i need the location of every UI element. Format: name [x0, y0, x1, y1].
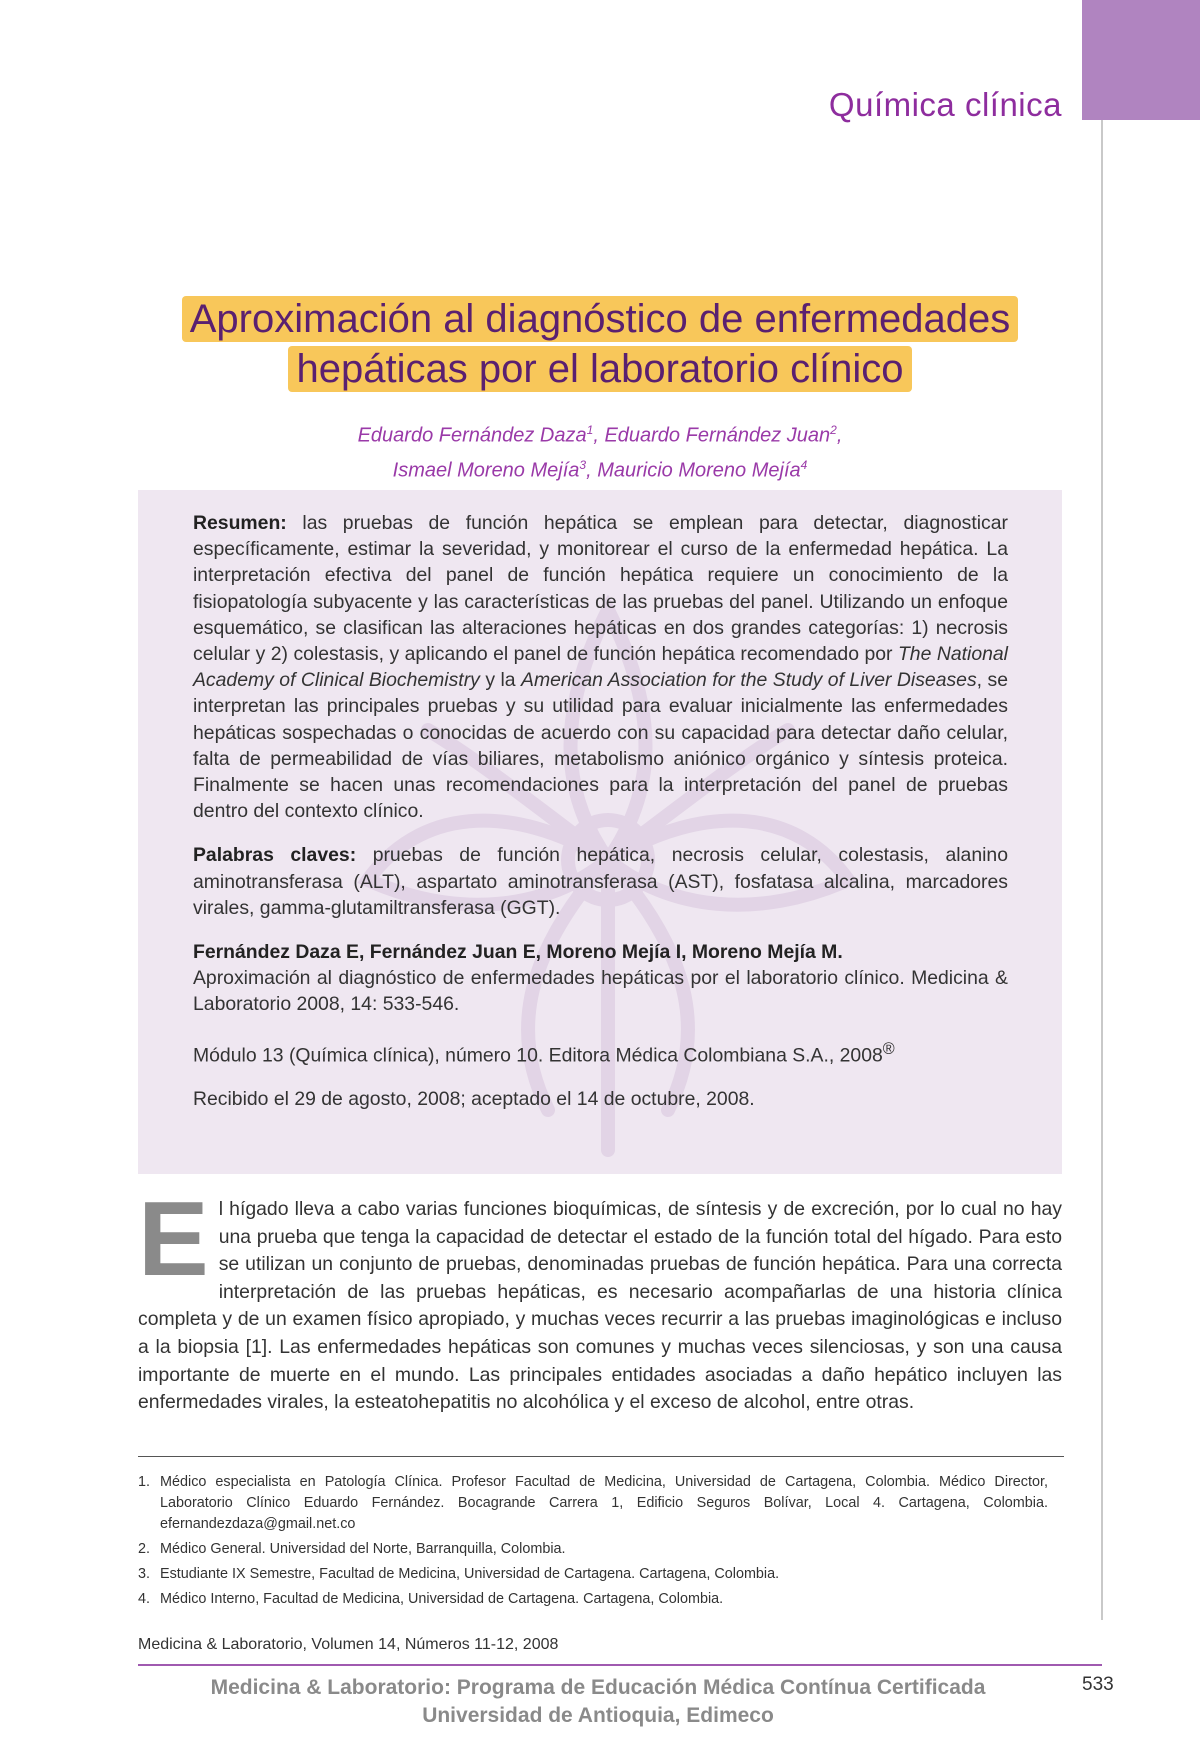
abstract-text-1: las pruebas de función hepática se emplean para detectar, diagnosticar específicamente, estimar la severidad, y monitorear el curso de la enfermedad hepática. La interpretación efectiva del panel de función hepática requiere un conocimiento de la fisiopatología subyacente y las características de las pruebas del panel. Utilizando un enfoque esquemático, se clasifican las alteraciones hepáticas en dos grandes categorías: 1) necrosis celular y 2) colestasis, y aplicando el panel de función hepática recomendado por [193, 512, 1008, 666]
module-text: Módulo 13 (Química clínica), número 10. Editora Médica Colombiana S.A., 2008 [193, 1044, 883, 1067]
body-text [138, 1180, 1062, 1417]
author-1-sup: 1 [586, 423, 594, 437]
side-rule [1101, 120, 1103, 1620]
author-4: Mauricio Moreno Mejía [597, 459, 801, 482]
author-4-sup: 4 [800, 457, 808, 472]
footnote-item [138, 1589, 1048, 1610]
footnote-number: 1. [138, 1474, 151, 1490]
footer-rule [138, 1664, 1102, 1666]
author-2: Eduardo Fernández Juan [604, 424, 831, 447]
journal-line: Medicina & Laboratorio, Volumen 14, Números 11-12, 2008 [138, 1636, 559, 1653]
registered-mark: ® [882, 1039, 895, 1058]
footnote-rule [138, 1456, 1064, 1457]
abstract-paragraph [193, 510, 1008, 824]
keywords-label: Palabras claves: [193, 844, 357, 867]
keywords-text: pruebas de función hepática, necrosis celular, colestasis, alanino aminotransferasa (ALT), aspartato aminotransferasa (AST), fosfatasa alcalina, marcadores virales, gamma-glutamiltransferasa (GGT). [193, 844, 1008, 919]
footnote-text: Médico especialista en Patología Clínica. Profesor Facultad de Medicina, Universidad de Cartagena, Colombia. Médico Director, Laboratorio Clínico Eduardo Fernández. Bocagrande Carrera 1, Edificio Seguros Bolívar, Local 4. Cartagena, Colombia. efernandezdaza@gmail.net.co [160, 1474, 1048, 1532]
abstract-text-3: , se interpretan las principales pruebas y su utilidad para evaluar inicialmente las enfermedades hepáticas sospechadas o conocidas de acuerdo con su capacidad para detectar daño celular, falta de permeabilidad de vías biliares, metabolismo aniónico orgánico y síntesis proteica. Finalmente se hacen unas recomendaciones para la interpretación del panel de pruebas dentro del contexto clínico. [193, 669, 1008, 823]
footer-line-1: Medicina & Laboratorio: Programa de Educación Médica Contínua Certificada [210, 1676, 986, 1699]
body-paragraph: l hígado lleva a cabo varias funciones bioquímicas, de síntesis y de excreción, por lo cual no hay una prueba que tenga la capacidad de detectar el estado de la función total del hígado. Para esto se utilizan un conjunto de pruebas, denominadas pruebas de función hepática. Para una correcta interpretación de las pruebas hepáticas, es necesario acompañarlas de una historia clínica completa y de un examen físico apropiado, y muchas veces recurrir a las pruebas imaginológicas e incluso a la biopsia [1]. Las enfermedades hepáticas son comunes y muchas veces silenciosas, y son una causa importante de muerte en el mundo. Las principales entidades asociadas a daño hepático incluyen las enfermedades virales, la esteatohepatitis no alcohólica y el exceso de alcohol, entre otras. [138, 1198, 1062, 1414]
section-label: Química clínica [828, 86, 1062, 123]
citation-paragraph [193, 939, 1008, 1018]
footnote-text: Médico Interno, Facultad de Medicina, Universidad de Cartagena. Cartagena, Colombia. [160, 1591, 724, 1607]
footnote-text: Médico General. Universidad del Norte, Barranquilla, Colombia. [160, 1541, 566, 1557]
footer [138, 1674, 1058, 1730]
article-title [100, 296, 1100, 396]
footnote-number: 4. [138, 1591, 151, 1607]
footer-line-2: Universidad de Antioquia, Edimeco [422, 1704, 774, 1727]
author-3: Ismael Moreno Mejía [392, 459, 580, 482]
author-1: Eduardo Fernández Daza [357, 424, 587, 447]
author-3-sup: 3 [579, 457, 587, 472]
module-paragraph [193, 1036, 1008, 1069]
received-paragraph: Recibido el 29 de agosto, 2008; aceptado el 14 de octubre, 2008. [193, 1088, 755, 1111]
abstract-italic-2: American Association for the Study of Liver Diseases [521, 669, 977, 692]
footnotes [138, 1472, 1048, 1614]
page-number: 533 [1082, 1674, 1114, 1695]
authors: Eduardo Fernández Daza$^1$, Eduardo Fernández Juan$^2$, Ismael Moreno Mejía$^3$, Mauricio Moreno Mejía$^4$ [357, 423, 843, 482]
abstract-label: Resumen: [193, 512, 287, 534]
footnote-number: 2. [138, 1541, 151, 1557]
dropcap: E [138, 1180, 209, 1298]
citation-authors: Fernández Daza E, Fernández Juan E, Moreno Mejía I, Moreno Mejía M. [193, 941, 843, 964]
section-tab [1082, 0, 1200, 120]
abstract-box [138, 490, 1062, 1174]
footnote-number: 3. [138, 1566, 151, 1582]
footnote-item [138, 1539, 1048, 1560]
keywords-paragraph [193, 842, 1008, 921]
abstract-text [193, 510, 1008, 1131]
abstract-italic-1: The National Academy of Clinical Biochemistry [193, 643, 1008, 692]
author-2-sup: 2 [830, 423, 837, 437]
footnote-item [138, 1472, 1048, 1535]
citation-text: Aproximación al diagnóstico de enfermedades hepáticas por el laboratorio clínico. Medicina & Laboratorio 2008, 14: 533-546. [193, 967, 1008, 1016]
abstract-text-2: y la [479, 669, 522, 692]
title-line-1: Aproximación al diagnóstico de enfermedades [182, 296, 1019, 342]
footnote-item [138, 1564, 1048, 1585]
title-line-2: hepáticas por el laboratorio clínico [288, 346, 911, 392]
footnote-text: Estudiante IX Semestre, Facultad de Medicina, Universidad de Cartagena. Cartagena, Colombia. [160, 1566, 780, 1582]
